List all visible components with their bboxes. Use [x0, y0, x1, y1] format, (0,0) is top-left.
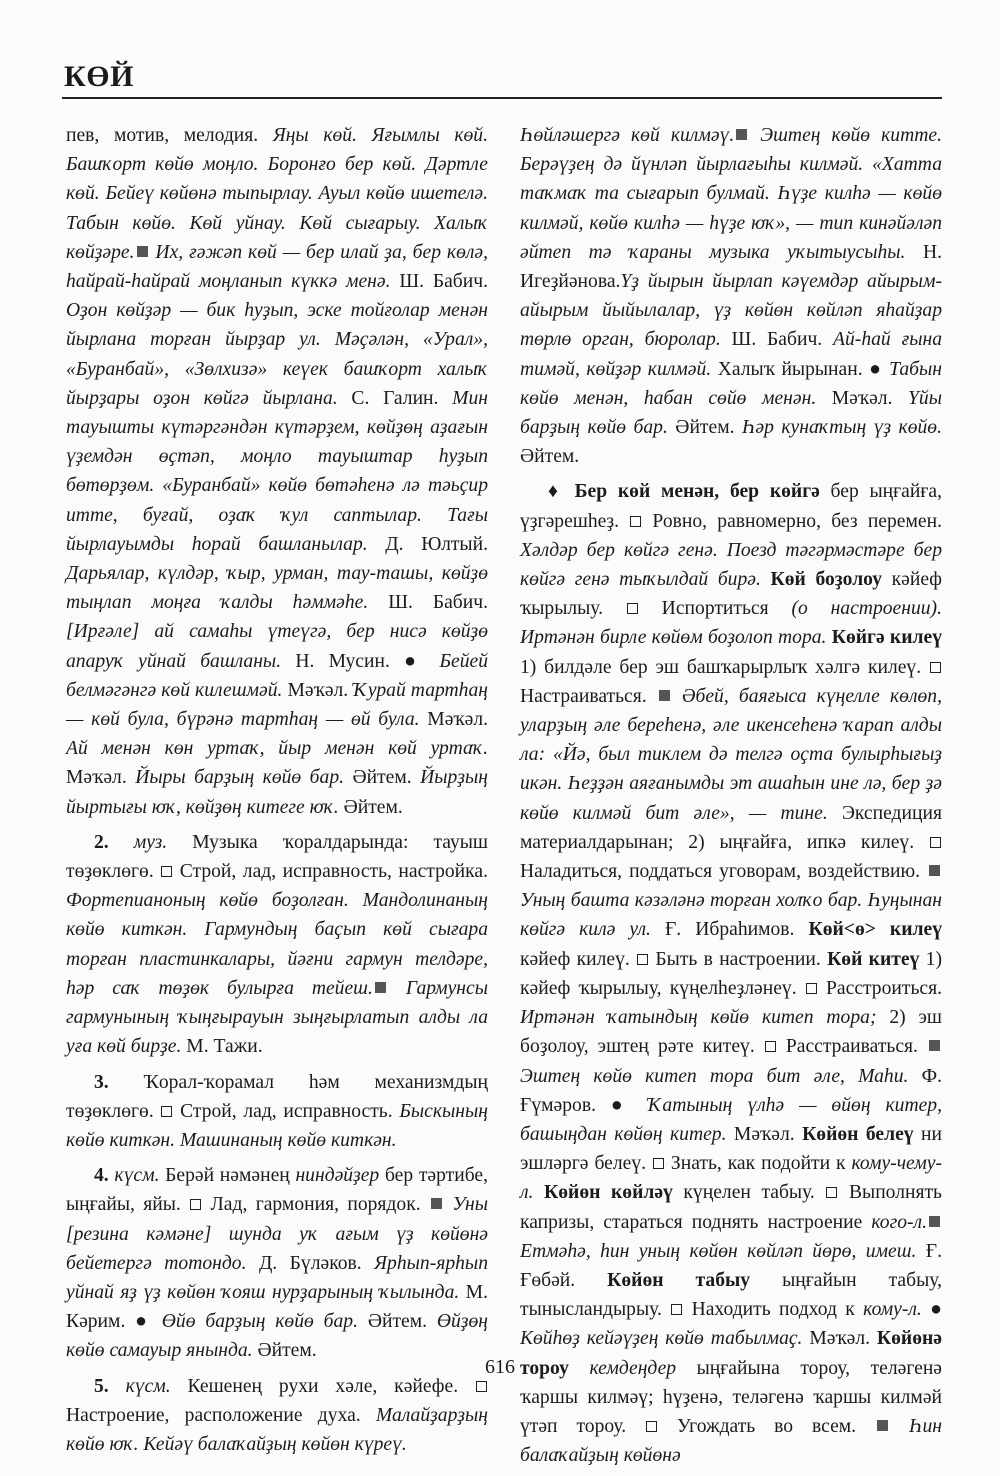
entry-text: Халыҡ йырынан. ● [711, 358, 890, 380]
example-text: Ярһып-ярһып уйнай яҙ үҙ көйөн ҡояш нурҙарының ҡылында. [66, 1252, 488, 1303]
entry-text: кәйеф килеү. [520, 948, 637, 970]
example-text: кого-л. [871, 1211, 927, 1233]
entry-text [533, 1182, 544, 1203]
entry-text: Угождать во всем. [658, 1415, 876, 1437]
example-marker-icon [929, 1216, 940, 1227]
example-text: Һәр кунаҡтың үҙ көйө. [741, 417, 942, 439]
headword-phrase: Көй<ө> килеү [808, 919, 942, 941]
entry-paragraph [66, 1068, 488, 1156]
example-text: Үҙ йырын йырлап кәүемдәр айырым-айырым йыйылалар, үҙ көйөн көйләп яһайҙар төрлө орган, бюролар. [520, 271, 942, 351]
entry-text: Расстраиваться. [776, 1036, 927, 1058]
entry-text: Әйтем. [358, 1311, 437, 1333]
example-text: Һин балаҡайҙың көйөнә [520, 1415, 942, 1467]
example-text: Мин тауышты күтәргәндән күтәрҙем, көйҙөң аҙағын үҙемдән өҫтәп, моңло тауыштар һуҙып бөтөрҙөм. «Буранбай» көйө бөтәһенә лә тәьҫир итте, буғай, оҙаҡ ҡул саптылар. Тағы йырлауымды һорай башланылар. [66, 387, 488, 555]
entry-text: Әйтем. [520, 446, 580, 468]
entry-text: ыңғайын табыу, тынысландырыу. [520, 1269, 942, 1321]
headword-phrase: 3. [94, 1071, 144, 1093]
example-text: [Ирғәле] ай самаһы үтеүгә, бер нисә көйҙө апаруҡ уйнай башланы. [66, 621, 488, 672]
entry-paragraph [520, 477, 942, 1470]
example-marker-icon [431, 1198, 442, 1209]
entry-text: Ғ. Ибраһимов. [650, 919, 809, 941]
example-text: Уны [резина кәмәне] шунда уҡ ағым үҙ көйөнә бейетергә тотондо. [66, 1194, 488, 1274]
entry-text: 1) билдәле бер эш башҡарырлыҡ хәлгә килеү. [520, 656, 929, 678]
example-text: Ҡатының үлһә — өйөң китер, башыңдан көйөң китер. [520, 1094, 942, 1145]
headword-phrase: Көй китеү [827, 948, 920, 970]
example-text: кому-л. [863, 1299, 922, 1321]
entry-text: Музыка ҡоралдарында: тауыш төҙөклөгө. [66, 831, 489, 883]
entry-text: Расстроиться. [817, 977, 942, 999]
entry-text: С. Галин. [337, 387, 453, 409]
translation-marker-icon [637, 954, 648, 965]
entry-text: Әйтем. [667, 417, 742, 439]
example-text: Йырҙың йыртығы юҡ, көйҙөң китеге юҡ. [66, 767, 488, 818]
entry-text: Ш. Бабич. [368, 592, 488, 614]
example-marker-icon [137, 246, 148, 257]
entry-text: Ҡорал-ҡорамал һәм механизмдың төҙөклөгө. [66, 1071, 489, 1122]
example-marker-icon [659, 690, 670, 701]
example-marker-icon [877, 1420, 888, 1431]
entry-text: Мәҡәл. [66, 767, 136, 789]
entry-text: бер тәртибе, ыңғайы, яйы. [66, 1165, 488, 1216]
example-text: Эштең көйө китеп тора бит әле, Маһи. [520, 1065, 909, 1087]
example-text: кому-чему-л. [520, 1153, 942, 1204]
translation-marker-icon [930, 662, 941, 673]
example-text: Ай менән көн уртаҡ, йыр менән көй уртаҡ. [66, 738, 488, 760]
entry-text: Настраиваться. [520, 685, 657, 707]
entry-text: Быть в настроении. [649, 948, 828, 970]
example-text: Йыры барҙың көйө бар. [135, 767, 345, 789]
entry-text: Ровно, равномерно, без перемен. [642, 510, 942, 532]
headword-phrase: Көйөн белеү [802, 1123, 914, 1145]
translation-marker-icon [161, 1106, 172, 1117]
headword-phrase: 5. [94, 1375, 126, 1397]
entry-text: Наладиться, поддаться уговорам, воздействию. [520, 861, 927, 883]
entry-text: Строй, лад, исправность, настройка. [173, 861, 488, 883]
headword-phrase: Көй боҙолоу [770, 569, 883, 591]
translation-marker-icon [826, 1187, 837, 1198]
entry-text: Ш. Бабич. [720, 329, 834, 351]
entry-text: ыңғайына тороу, теләгенә ҡаршы килмәү; һүҙенә, теләгенә ҡаршы килмәй үтәп тороу. [520, 1357, 942, 1437]
example-text: Етмәһә, һин уның көйөн көйләп йөрө, имеш. [520, 1240, 917, 1262]
example-text: Эштең көйө китте. Берәүҙең дә йүнләп йырлағыһы килмәй. «Хатта таҡмаҡ та сығарып булмай. Һүҙе килһә — көйө килмәй, көйө килһә — һүҙе юҡ», — тип кинәйәләп әйтеп тә ҡараны музыка уҡытыусыһы. [520, 125, 943, 263]
page-number: 616 [485, 1356, 515, 1378]
entry-text: Настроение, расположение духа. [66, 1404, 376, 1426]
entry-text: күңелен табыу. [672, 1182, 826, 1204]
running-headword: КӨЙ [64, 60, 134, 93]
entry-text: М. Тажи. [181, 1036, 263, 1058]
example-text: Әбей, баяғыса күңелле көлөп, уларҙың әле береһенә, әле икенсеһенә ҡарап алды ла: «Йә, был тиклем дә телгә оҫта булырһығыҙ икән. Һеҙҙән аяғанымды эт ашаһын ине лә, бер ҙә көйө килмәй бит әле», — тине. [520, 685, 942, 824]
translation-marker-icon [930, 837, 941, 848]
example-marker-icon [929, 865, 940, 876]
entry-paragraph [66, 121, 488, 822]
entry-text: Строй, лад, исправность. [173, 1100, 400, 1122]
headword-phrase: Көйөн көйләү [544, 1182, 673, 1204]
translation-marker-icon [627, 603, 638, 614]
entry-text: Берәй нәмәнең [159, 1165, 296, 1187]
example-text: Көйһөҙ кейәүҙең көйө табылмаҫ. [520, 1328, 803, 1350]
entry-text: Мәҡәл. [282, 679, 354, 701]
example-text: Өйҙөң көйө самауыр янында. [66, 1311, 488, 1362]
example-text: Быскының көйө киткән. Машинаның көйө киткән. [66, 1100, 488, 1151]
entry-text: М. Кәрим. ● [66, 1281, 488, 1333]
entry-text: Экспедиция материалдарынан; 2) ыңғайға, ипкә килеү. [520, 802, 942, 853]
entry-text: Ғ. Ғөбәй. [520, 1240, 943, 1291]
example-text: (о настроении). Иртәнән бирле көйөм боҙолоп тора. [520, 598, 942, 649]
entry-text: пев, мотив, мелодия. [66, 125, 273, 146]
entry-text: ни эшләргә белеү. [520, 1123, 943, 1175]
entry-text: Д. Бүләков. [246, 1252, 375, 1274]
entry-text: Н. Мусин. ● [281, 650, 440, 672]
entry-text: Ш. Бабич. [390, 271, 488, 293]
entry-text: кәйеф ҡырылыу. [520, 569, 942, 620]
example-marker-icon [929, 1040, 940, 1051]
entry-text: Испортиться [638, 598, 792, 620]
entry-paragraph [66, 1372, 488, 1460]
entry-text: Н. Игеҙйәнова. [520, 241, 943, 293]
example-text: Үйы барҙың көйө бар. [520, 387, 942, 439]
translation-marker-icon [653, 1158, 664, 1169]
headword-phrase: 2. [94, 831, 134, 853]
entry-text: Мәҡәл. [816, 387, 909, 409]
entry-text: Знать, как подойти к [664, 1153, 852, 1175]
entry-paragraph [66, 1161, 488, 1365]
example-text: Һөйләшергә көй килмәү. [520, 125, 735, 146]
entry-text: Кешенең рухи хәле, кәйефе. [170, 1375, 475, 1397]
example-text: Өйө барҙың көйө бар. [161, 1311, 359, 1333]
entry-text: Мәҡәл. [726, 1123, 803, 1145]
translation-marker-icon [765, 1041, 776, 1052]
example-text: Ҡурай тартһаң — көй була, бүрәнә тартһаң — өй була. [66, 679, 488, 731]
entry-text: Ф. Ғүмәров. ● [520, 1065, 942, 1116]
entry-text: 2) эш боҙолоу, эштең рәте китеү. [520, 1007, 942, 1058]
translation-marker-icon [671, 1304, 682, 1315]
entry-paragraph [66, 828, 488, 1062]
example-text: Гармунсы гармунының ҡыңғырауын зыңғырлатып алды ла уға көй бирҙе. [66, 977, 488, 1058]
entry-text: Лад, гармония, порядок. [202, 1194, 429, 1216]
example-text: Ай-һай ғына тимәй, көйҙәр килмәй. [520, 329, 942, 380]
headword-phrase: ♦ Бер көй менән, бер көйгә [548, 481, 820, 503]
entry-text: ● [921, 1299, 942, 1321]
entry-paragraph [520, 121, 942, 471]
example-marker-icon [375, 982, 386, 993]
entry-text: 1) кәйеф ҡырылыу, күңелһеҙләнеү. [520, 948, 942, 999]
example-marker-icon [736, 129, 747, 140]
header-rule [62, 97, 942, 99]
example-text: Хәлдәр бер көйгә генә. Поезд тәгәрмәстәре бер көйгә генә тыҡылдай бирә. [520, 539, 942, 591]
example-text: Фортепианоның көйө боҙолған. Мандолинаның көйө киткән. Гармундың баҫып көй сығара торған пластинкалары, йәғни гармун телдәре, һәр саҡ төҙөк булырға тейеш. [66, 890, 488, 999]
translation-marker-icon [190, 1199, 201, 1210]
headword-phrase: 4. [94, 1165, 115, 1187]
example-text: муз. [133, 831, 168, 853]
entry-text: Әйтем. [338, 796, 403, 818]
example-text: Уның башта кәзәләнә торған холҡо бар. Һуңынан көйгә килә ул. [520, 890, 942, 941]
left-column [66, 121, 488, 1465]
example-text: Их, ғәжәп көй — бер илай ҙа, бер көлә, һайрай-һайрай моңланып күккә менә. [66, 241, 489, 293]
example-text: күсм. [114, 1165, 160, 1187]
example-text: Бейей белмәгәнгә көй килешмәй. [66, 650, 488, 701]
translation-marker-icon [630, 516, 641, 527]
example-text: ниндәйҙер [295, 1165, 380, 1187]
example-text: Оҙон көйҙәр — бик һуҙып, эске тойғолар менән йырлана торған йырҙар ул. Мәҫәлән, «Урал», «Буранбай», «Зөлхизә» кеүек башҡорт халыҡ йырҙары оҙон көйгә йырлана. [66, 300, 488, 409]
translation-marker-icon [646, 1421, 657, 1432]
translation-marker-icon [161, 866, 172, 877]
example-text: Яңы көй. Яғымлы көй. Башҡорт көйө моңло. Боронғо бер көй. Дәртле көй. Бейеү көйөнә тыпырлау. Ауыл көйө ишетелә. Табын көйө. Көй уйнау. Көй сығарыу. Халыҡ көйҙәре. [66, 125, 488, 263]
translation-marker-icon [476, 1381, 487, 1392]
headword-phrase: Көйөн табыу [607, 1269, 751, 1291]
entry-text [761, 569, 771, 590]
right-column [520, 121, 942, 1476]
headword-phrase: Көйгә килеү [831, 627, 943, 649]
example-text: Табын көйө менән, һабан сөйө менән. [520, 358, 942, 409]
entry-text: Д. Юлтый. [367, 533, 488, 555]
example-text: Иртәнән ҡатындың көйө китеп тора; [520, 1007, 877, 1029]
entry-text: Мәҡәл. [419, 709, 488, 731]
entry-text: бер ыңғайға, үҙгәрешһеҙ. [520, 481, 942, 532]
translation-marker-icon [806, 983, 817, 994]
example-text: Малайҙарҙың көйө юҡ. Кейәү балаҡайҙың көйөн күреү. [66, 1404, 488, 1455]
example-text: Дарьялар, күлдәр, ҡыр, урман, тау-ташы, көйҙө тыңлап моңға ҡалды һәммәһе. [66, 563, 488, 614]
example-text: күсм. [125, 1375, 171, 1397]
entry-text: Выполнять капризы, стараться поднять настроение [520, 1182, 942, 1233]
entry-text: Әйтем. [344, 767, 421, 789]
headword-phrase: Көйөнә тороу [520, 1328, 942, 1379]
entry-text: Әйтем. [252, 1340, 317, 1362]
entry-text: Мәҡәл. [802, 1328, 877, 1350]
entry-text: Находить подход к [683, 1299, 864, 1321]
example-text: кемдеңдер [589, 1357, 677, 1379]
